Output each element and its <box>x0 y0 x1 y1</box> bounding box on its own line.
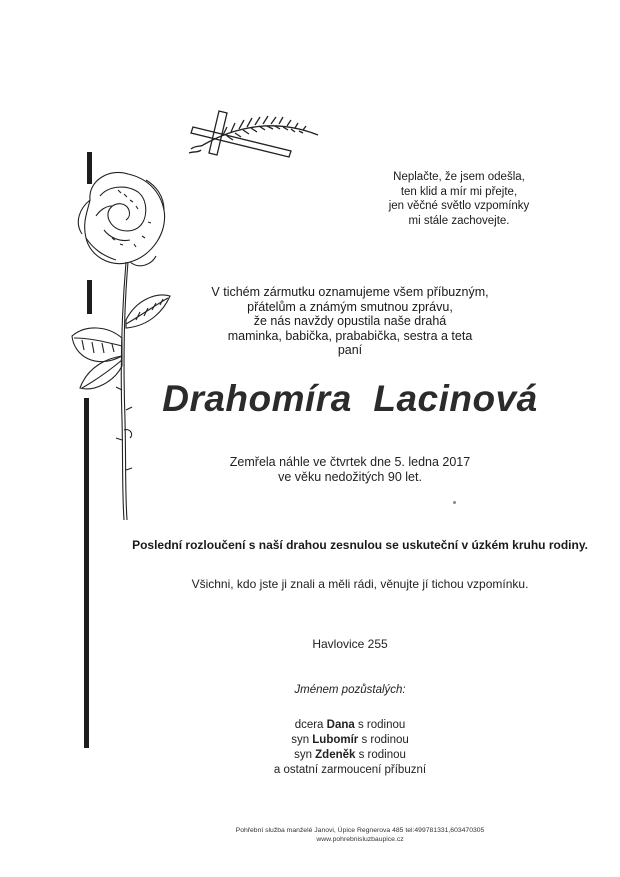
signer-relation: syn <box>291 734 313 746</box>
poem-line: Neplačte, že jsem odešla, <box>393 171 525 183</box>
signers-list <box>180 718 520 778</box>
poem-line: mi stále zachovejte. <box>408 214 510 227</box>
death-info-line: ve věku nedožitých 90 let. <box>278 469 422 484</box>
announcement <box>180 285 520 358</box>
announcement-line: paní <box>337 343 363 357</box>
announcement-line: V tichém zármutku oznamujeme všem příbuzným, <box>211 285 489 299</box>
footer-contact: Pohřební služba manželé Janovi, Úpice Regnerova 485 tel:499781331,603470305 <box>235 827 485 834</box>
announcement-line: přátelům a známým smutnou zprávu, <box>247 299 453 314</box>
signer-line <box>180 748 520 763</box>
signer-suffix: s rodinou <box>358 734 409 746</box>
footer-website: www.pohrebnisluzbaupice.cz <box>316 836 404 843</box>
signer-suffix: s rodinou <box>354 719 406 731</box>
deceased-name: Drahomíra Lacinová <box>162 378 538 419</box>
signer-relation: a ostatní zarmoucení příbuzní <box>273 764 427 776</box>
on-behalf-heading: Jménem pozůstalých: <box>294 684 406 696</box>
signer-relation: dcera <box>294 719 327 731</box>
decorative-dot <box>453 501 456 504</box>
death-info <box>180 455 520 484</box>
address: Havlovice 255 <box>312 637 388 651</box>
poem <box>384 170 534 228</box>
death-info-line: Zemřela náhle ve čtvrtek dne 5. ledna 2017 <box>229 455 471 469</box>
signer-name: Lubomír <box>312 734 359 746</box>
announcement-line: že nás navždy opustila naše drahá <box>253 314 447 328</box>
signer-name: Dana <box>326 719 355 731</box>
signer-line <box>180 718 520 733</box>
signer-line <box>180 733 520 748</box>
rose-icon <box>60 160 180 530</box>
announcement-line: maminka, babička, prababička, sestra a teta <box>227 328 473 343</box>
poem-line: jen věčné světlo vzpomínky <box>388 200 530 212</box>
signer-name: Zdeněk <box>315 749 356 761</box>
funeral-service-footer <box>100 826 620 844</box>
farewell-notice: Poslední rozloučení s naší drahou zesnulou se uskuteční v úzkém kruhu rodiny. <box>132 538 588 552</box>
signer-suffix: s rodinou <box>355 749 406 761</box>
cross-palm-icon <box>183 105 323 165</box>
poem-line: ten klid a mír mi přejte, <box>400 185 518 198</box>
signer-relation: syn <box>294 749 316 761</box>
signer-line <box>180 763 520 778</box>
remembrance-line: Všichni, kdo jste ji znali a měli rádi, věnujte jí tichou vzpomínku. <box>191 577 529 591</box>
